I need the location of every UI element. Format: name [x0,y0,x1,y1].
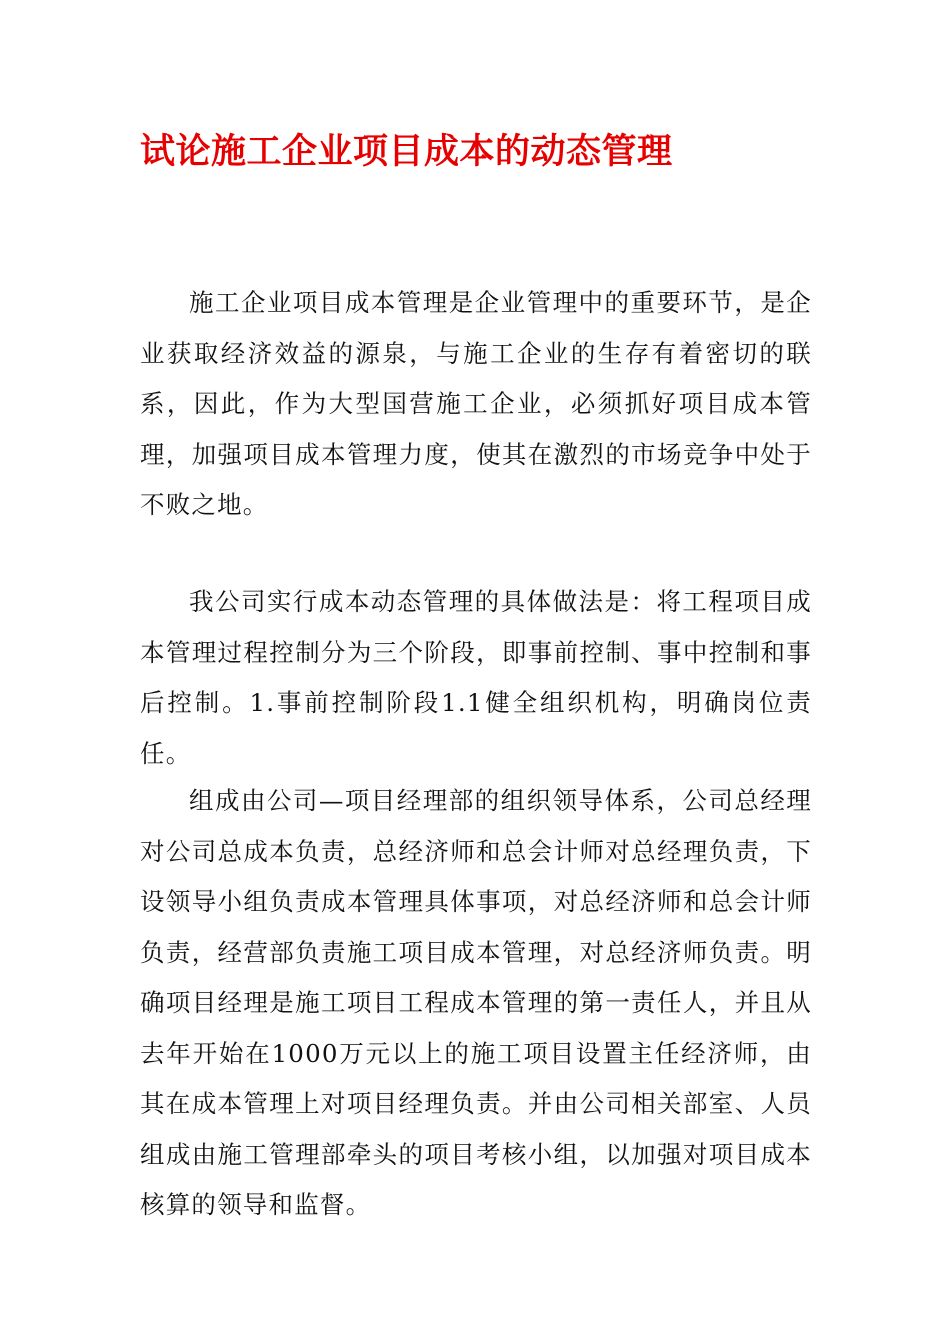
paragraph-text: 我公司实行成本动态管理的具体做法是：将工程项目成本管理过程控制分为三个阶段，即事前控制、事中控制和事后控制。1.事前控制阶段1.1健全组织机构，明确岗位责任。 [140,587,812,768]
paragraph-organization [140,776,812,1231]
paragraph-text: 组成由公司—项目经理部的组织领导体系，公司总经理对公司总成本负责，总经济师和总会计师对总经理负责，下设领导小组负责成本管理具体事项，对总经济师和总会计师负责，经营部负责施工项目成本管理，对总经济师负责。明确项目经理是施工项目工程成本管理的第一责任人，并且从去年开始在1000万元以上的施工项目设置主任经济师，由其在成本管理上对项目经理负责。并由公司相关部室、人员组成由施工管理部牵头的项目考核小组，以加强对项目成本核算的领导和监督。 [140,786,812,1219]
paragraph-intro [140,278,812,531]
document-title: 试论施工企业项目成本的动态管理 [140,132,673,172]
paragraph-method [140,577,812,779]
paragraph-text: 施工企业项目成本管理是企业管理中的重要环节，是企业获取经济效益的源泉，与施工企业的生存有着密切的联系，因此，作为大型国营施工企业，必须抓好项目成本管理，加强项目成本管理力度，使其在激烈的市场竞争中处于不败之地。 [140,288,812,519]
